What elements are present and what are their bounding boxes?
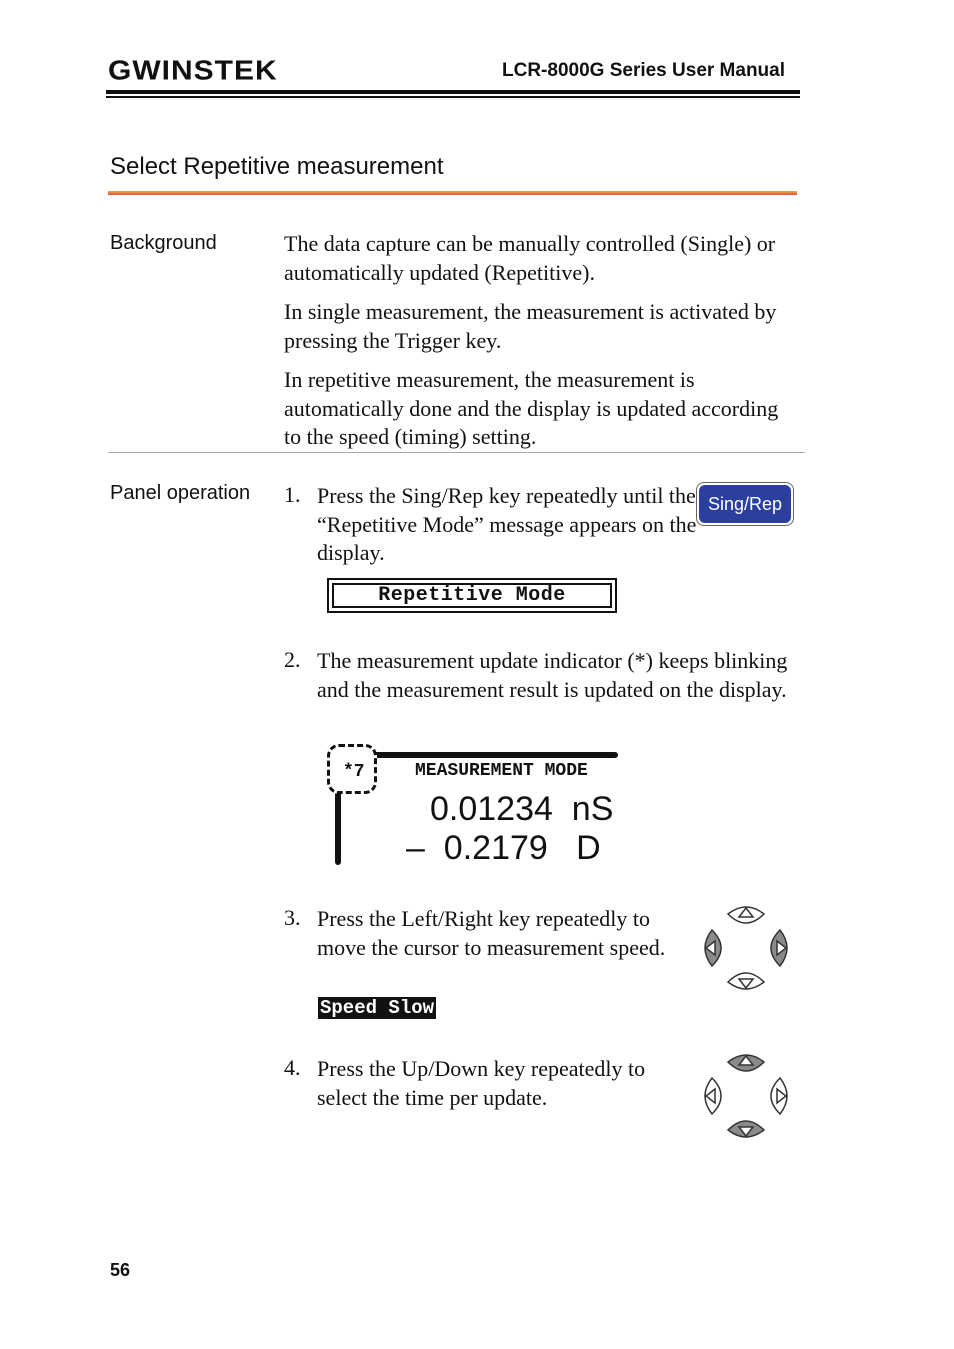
panel-operation-label: Panel operation bbox=[110, 482, 251, 504]
secondary-reading: – 0.2179 D bbox=[406, 829, 601, 867]
measurement-mode-text: MEASUREMENT MODE bbox=[415, 761, 588, 781]
page-number: 56 bbox=[110, 1260, 131, 1280]
manual-title: LCR-8000G Series User Manual bbox=[502, 60, 786, 81]
header-rule-thin bbox=[106, 96, 800, 98]
section-title: Select Repetitive measurement bbox=[110, 153, 444, 180]
background-paragraph: In single measurement, the measurement is activated by pressing the Trigger key. bbox=[284, 299, 777, 353]
background-label: Background bbox=[110, 232, 217, 254]
sing-rep-key-label: Sing/Rep bbox=[699, 485, 791, 523]
step-text: Press the Up/Down key repeatedly to select the time per update. bbox=[317, 1056, 646, 1110]
section-rule bbox=[108, 191, 797, 195]
brand-logo: GWINSTEK bbox=[108, 55, 278, 86]
lcd-border-top bbox=[336, 752, 618, 758]
left-right-arrow-keys-icon bbox=[698, 900, 794, 996]
repetitive-mode-display bbox=[327, 578, 617, 613]
repetitive-mode-text: Repetitive Mode bbox=[332, 583, 612, 608]
step-number: 4. bbox=[284, 1055, 301, 1080]
speed-slow-display: Speed Slow bbox=[320, 997, 435, 1019]
step-text: Press the Left/Right key repeatedly to move the cursor to measurement speed. bbox=[317, 906, 666, 960]
step-text: Press the Sing/Rep key repeatedly until the “Repetitive Mode” message appears on the display. bbox=[317, 483, 697, 565]
background-paragraph: The data capture can be manually controlled (Single) or automatically updated (Repetitive). bbox=[284, 231, 776, 285]
update-indicator: *7 bbox=[343, 762, 365, 782]
step-number: 2. bbox=[284, 647, 301, 672]
up-down-arrow-keys-icon bbox=[698, 1048, 794, 1144]
step-number: 3. bbox=[284, 905, 301, 930]
header-rule-thick bbox=[106, 90, 800, 94]
background-paragraph: In repetitive measurement, the measurement is automatically done and the display is updated according to the speed (timing) setting. bbox=[284, 367, 779, 449]
step-text: The measurement update indicator (*) keeps blinking and the measurement result is updated on the display. bbox=[317, 648, 788, 702]
section-divider bbox=[108, 452, 805, 453]
step-number: 1. bbox=[284, 482, 301, 507]
sing-rep-key bbox=[696, 482, 794, 526]
primary-reading: 0.01234 nS bbox=[430, 790, 614, 828]
